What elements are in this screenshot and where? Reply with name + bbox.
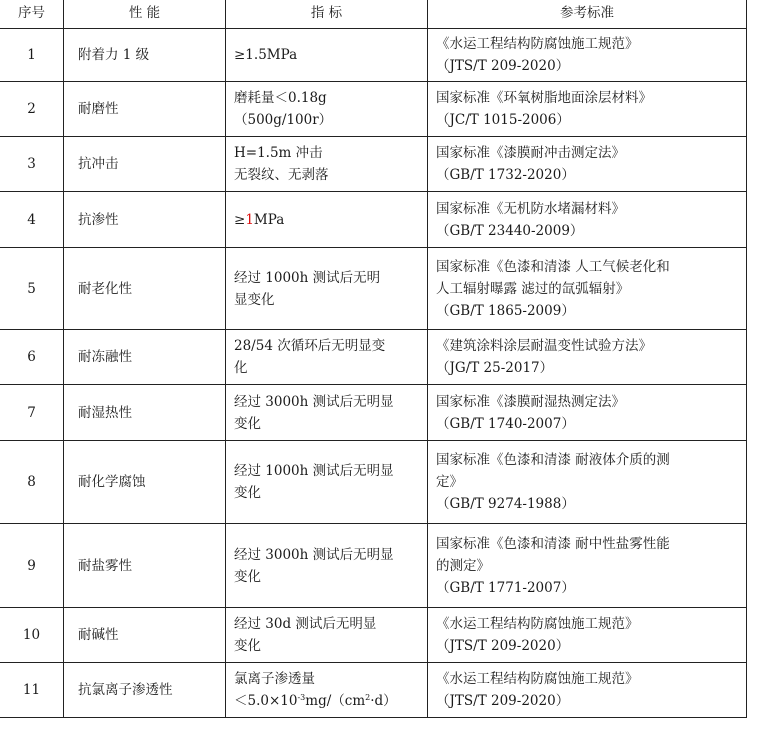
row-no: 4	[0, 192, 64, 248]
standard-line: （JC/T 1015-2006）	[436, 112, 570, 128]
row-standard	[428, 385, 747, 441]
table-row	[0, 608, 747, 663]
indicator-line: ≥1.5MPa	[234, 47, 298, 63]
row-standard	[428, 248, 747, 330]
standard-line: 《水运工程结构防腐蚀施工规范》	[436, 671, 639, 687]
standard-line: 国家标准《环氧树脂地面涂层材料》	[436, 90, 652, 106]
row-standard	[428, 192, 747, 248]
indicator-unit: mg/（cm	[305, 693, 366, 709]
row-standard	[428, 29, 747, 82]
standard-line: （GB/T 23440-2009）	[436, 222, 584, 239]
standard-line: 国家标准《色漆和清漆 耐液体介质的测	[436, 452, 670, 468]
table-row	[0, 137, 747, 192]
table-row	[0, 441, 747, 524]
row-indicator	[226, 385, 428, 441]
table-row	[0, 192, 747, 248]
indicator-line: 氯离子渗透量	[234, 671, 315, 687]
table-row	[0, 385, 747, 441]
table-row	[0, 82, 747, 137]
header-standard: 参考标准	[428, 0, 747, 29]
row-indicator	[226, 663, 428, 718]
standard-line: （JTS/T 209-2020）	[436, 638, 570, 654]
standard-line: 国家标准《漆膜耐湿热测定法》	[436, 393, 625, 410]
row-property: 耐湿热性	[64, 385, 226, 441]
row-no: 10	[0, 608, 64, 663]
table-row	[0, 524, 747, 608]
row-standard	[428, 137, 747, 192]
standard-line: （JTS/T 209-2020）	[436, 693, 570, 709]
indicator-line: （500g/100r）	[234, 112, 333, 128]
indicator-prefix: ＜5.0×10	[234, 693, 298, 709]
header-property: 性 能	[64, 0, 226, 29]
row-no: 2	[0, 82, 64, 137]
row-property: 耐盐雾性	[64, 524, 226, 608]
header-no: 序号	[0, 0, 64, 29]
indicator-unit-exponent: 2	[365, 693, 371, 702]
indicator-line: 经过 1000h 测试后无明显	[234, 463, 394, 479]
standard-line: 《建筑涂料涂层耐温变性试验方法》	[436, 338, 652, 354]
row-indicator	[226, 248, 428, 330]
row-indicator	[226, 524, 428, 608]
table-row	[0, 29, 747, 82]
row-property: 耐冻融性	[64, 330, 226, 385]
standard-line: 的测定》	[436, 557, 490, 574]
row-no: 7	[0, 385, 64, 441]
table-row	[0, 663, 747, 718]
standard-line: （GB/T 1740-2007）	[436, 415, 575, 432]
row-no: 1	[0, 29, 64, 82]
indicator-line: 28/54 次循环后无明显变	[234, 338, 386, 354]
indicator-line: 经过 3000h 测试后无明显	[234, 393, 394, 410]
table-row	[0, 248, 747, 330]
row-property: 耐化学腐蚀	[64, 441, 226, 524]
row-standard	[428, 608, 747, 663]
indicator-line: 变化	[234, 638, 261, 654]
row-no: 11	[0, 663, 64, 718]
standard-line: 人工辐射曝露 滤过的氙弧辐射》	[436, 280, 630, 297]
indicator-line: H=1.5m 冲击	[234, 145, 323, 161]
row-standard	[428, 330, 747, 385]
standard-line: （GB/T 1732-2020）	[436, 167, 575, 183]
table-header-row	[0, 0, 747, 29]
indicator-line: 化	[234, 360, 248, 376]
standard-line: （JG/T 25-2017）	[436, 360, 554, 376]
indicator-line	[234, 209, 419, 231]
indicator-line: 变化	[234, 415, 261, 432]
row-standard	[428, 663, 747, 718]
row-property: 附着力 1 级	[64, 29, 226, 82]
row-indicator	[226, 441, 428, 524]
row-standard	[428, 524, 747, 608]
indicator-line: 变化	[234, 568, 261, 585]
row-property: 耐老化性	[64, 248, 226, 330]
row-property: 耐磨性	[64, 82, 226, 137]
row-no: 6	[0, 330, 64, 385]
indicator-suffix: ·d）	[370, 693, 397, 709]
row-indicator	[226, 608, 428, 663]
indicator-line	[234, 690, 419, 712]
row-indicator	[226, 192, 428, 248]
standard-line: 国家标准《色漆和清漆 人工气候老化和	[436, 258, 670, 275]
indicator-highlight: 1	[245, 211, 254, 228]
standard-line: （JTS/T 209-2020）	[436, 58, 570, 74]
row-no: 3	[0, 137, 64, 192]
table-row	[0, 330, 747, 385]
standard-line: 定》	[436, 474, 463, 490]
indicator-line: 变化	[234, 485, 261, 501]
indicator-line: 磨耗量＜0.18g	[234, 90, 327, 106]
standard-line: （GB/T 1865-2009）	[436, 302, 575, 319]
row-property: 抗冲击	[64, 137, 226, 192]
indicator-line: 经过 30d 测试后无明显	[234, 616, 377, 632]
standard-line: （GB/T 1771-2007）	[436, 579, 575, 596]
standard-line: 国家标准《漆膜耐冲击测定法》	[436, 145, 625, 161]
row-indicator	[226, 330, 428, 385]
header-indicator: 指 标	[226, 0, 428, 29]
row-no: 8	[0, 441, 64, 524]
indicator-suffix: MPa	[253, 211, 285, 228]
row-indicator	[226, 29, 428, 82]
standard-line: 国家标准《无机防水堵漏材料》	[436, 200, 625, 217]
indicator-line: 无裂纹、无剥落	[234, 167, 329, 183]
indicator-prefix: ≥	[234, 211, 246, 228]
row-indicator	[226, 137, 428, 192]
row-no: 9	[0, 524, 64, 608]
row-indicator	[226, 82, 428, 137]
row-standard	[428, 82, 747, 137]
standard-line: 《水运工程结构防腐蚀施工规范》	[436, 616, 639, 632]
indicator-line: 经过 3000h 测试后无明显	[234, 546, 394, 563]
standard-line: 国家标准《色漆和清漆 耐中性盐雾性能	[436, 535, 670, 552]
row-property: 耐碱性	[64, 608, 226, 663]
indicator-line: 经过 1000h 测试后无明	[234, 269, 381, 286]
row-property: 抗渗性	[64, 192, 226, 248]
standard-line: （GB/T 9274-1988）	[436, 496, 575, 512]
indicator-exponent: -3	[297, 693, 306, 702]
row-property: 抗氯离子渗透性	[64, 663, 226, 718]
indicator-line: 显变化	[234, 291, 275, 308]
row-no: 5	[0, 248, 64, 330]
standard-line: 《水运工程结构防腐蚀施工规范》	[436, 36, 639, 52]
row-standard	[428, 441, 747, 524]
